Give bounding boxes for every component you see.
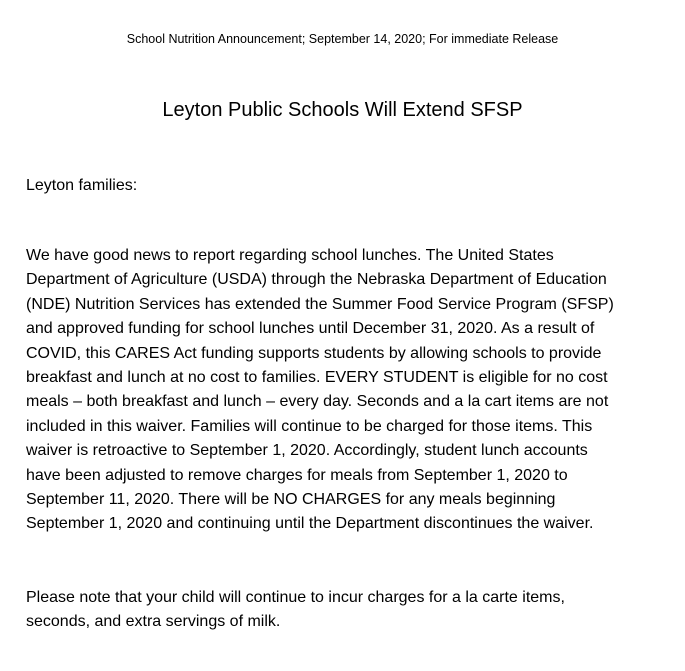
paragraph-line: COVID, this CARES Act funding supports students by allowing schools to provide [26, 344, 602, 362]
paragraph-line: September 11, 2020. There will be NO CHARGES for any meals beginning [26, 491, 556, 509]
paragraph-line: We have good news to report regarding school lunches. The United States [26, 247, 554, 264]
paragraph-line: (NDE) Nutrition Services has extended the Summer Food Service Program (SFSP) [26, 295, 614, 313]
paragraph-line: included in this waiver. Families will continue to be charged for those items. This [26, 417, 593, 435]
paragraph-line: have been adjusted to remove charges for meals from September 1, 2020 to [26, 466, 568, 484]
paragraph-line: September 1, 2020 and continuing until the Department discontinues the waiver. [26, 515, 594, 533]
body-paragraph-1 [26, 244, 658, 537]
paragraph-line: seconds, and extra servings of milk. [26, 613, 281, 631]
body-paragraph-2 [26, 586, 658, 635]
paragraph-line: Please note that your child will continue to incur charges for a la carte items, [26, 589, 565, 606]
page-title: Leyton Public Schools Will Extend SFSP [162, 99, 523, 121]
salutation: Leyton families: [26, 177, 138, 194]
paragraph-line: Department of Agriculture (USDA) through the Nebraska Department of Education [26, 271, 607, 289]
paragraph-line: and approved funding for school lunches until December 31, 2020. As a result of [26, 320, 595, 338]
paragraph-line: meals – both breakfast and lunch – every day. Seconds and a la cart items are not [26, 393, 609, 411]
paragraph-line: breakfast and lunch at no cost to families. EVERY STUDENT is eligible for no cost [26, 369, 608, 387]
announcement-header: School Nutrition Announcement; September 14, 2020; For immediate Release [126, 32, 559, 46]
paragraph-line: waiver is retroactive to September 1, 2020. Accordingly, student lunch accounts [26, 442, 588, 460]
